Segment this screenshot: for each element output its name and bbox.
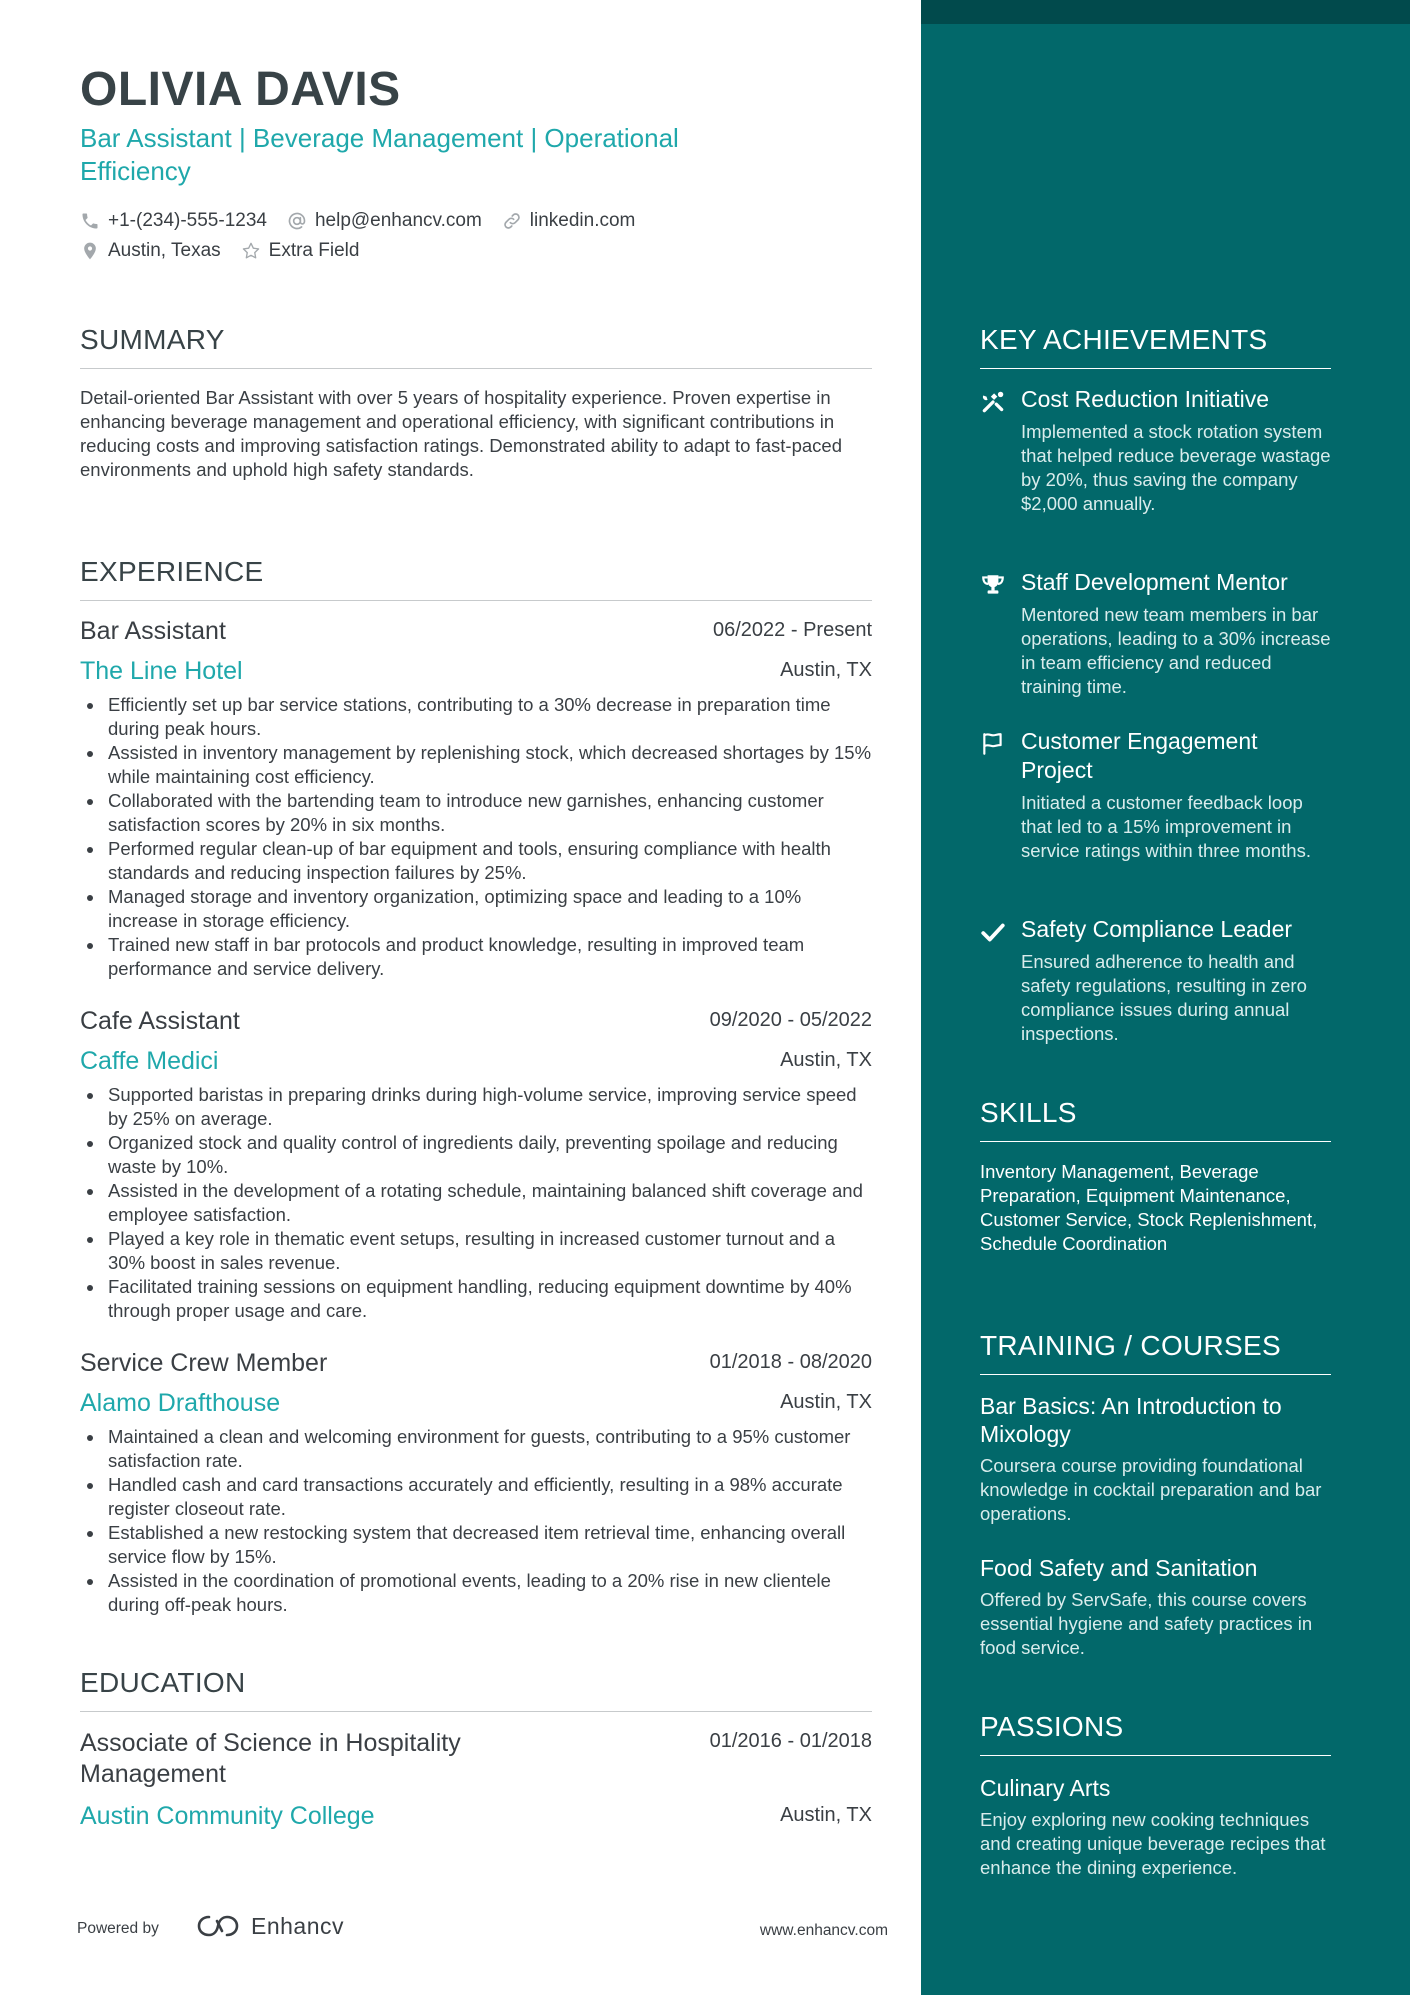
experience-heading: EXPERIENCE xyxy=(80,556,872,601)
brand-name: Enhancv xyxy=(251,1912,345,1939)
achievement-item xyxy=(980,568,1331,699)
flag-icon xyxy=(980,731,1006,757)
course-item xyxy=(980,1392,1331,1526)
summary-heading: SUMMARY xyxy=(80,324,872,369)
job-bullets xyxy=(80,1083,872,1323)
job-company: Alamo Drafthouse xyxy=(80,1389,281,1417)
job-company: The Line Hotel xyxy=(80,657,243,685)
job-bullet: Assisted in the coordination of promotional events, leading to a 20% rise in new clientele during off-peak hours. xyxy=(80,1569,872,1617)
job-bullet: Managed storage and inventory organization, optimizing space and leading to a 10% increase in storage efficiency. xyxy=(80,885,872,933)
training-heading: TRAINING / COURSES xyxy=(980,1330,1331,1375)
sidebar-top-band xyxy=(921,0,1410,24)
edu-degree: Associate of Science in Hospitality Management xyxy=(80,1729,461,1788)
job-location: Austin, TX xyxy=(780,1391,872,1413)
location-text: Austin, Texas xyxy=(108,240,221,261)
achievement-title: Staff Development Mentor xyxy=(1021,569,1288,595)
job-bullet: Supported baristas in preparing drinks during high-volume service, improving service speed by 25% on average. xyxy=(80,1083,872,1131)
site-link[interactable]: www.enhancv.com xyxy=(759,1922,888,1939)
footer xyxy=(77,1910,888,1950)
course-item xyxy=(980,1554,1331,1660)
passions-heading: PASSIONS xyxy=(980,1711,1331,1756)
achievement-desc: Implemented a stock rotation system that helped reduce beverage wastage by 20%, thus saving the company $2,000 annually. xyxy=(1021,421,1331,514)
achievement-desc: Initiated a customer feedback loop that led to a 15% improvement in service ratings within three months. xyxy=(1021,792,1311,861)
achievement-item xyxy=(980,727,1331,863)
job-company: Caffe Medici xyxy=(80,1047,219,1075)
job-bullet: Facilitated training sessions on equipment handling, reducing equipment downtime by 40% through proper usage and care. xyxy=(80,1275,872,1323)
job-bullet: Established a new restocking system that decreased item retrieval time, enhancing overall service flow by 15%. xyxy=(80,1521,872,1569)
course-desc: Offered by ServSafe, this course covers essential hygiene and safety practices in food service. xyxy=(980,1589,1313,1658)
location-pin-icon xyxy=(80,241,100,261)
at-icon xyxy=(287,211,307,231)
contact-location xyxy=(80,240,221,262)
job-entry xyxy=(80,1007,872,1323)
edu-location: Austin, TX xyxy=(780,1804,872,1826)
contact-email[interactable] xyxy=(287,210,482,232)
education-heading: EDUCATION xyxy=(80,1667,872,1712)
job-bullet: Handled cash and card transactions accurately and efficiently, resulting in a 98% accurate register closeout rate. xyxy=(80,1473,872,1521)
achievement-desc: Mentored new team members in bar operations, leading to a 30% increase in team efficiency and reduced training time. xyxy=(1021,604,1331,697)
achievement-title: Safety Compliance Leader xyxy=(1021,916,1293,942)
headline: Bar Assistant | Beverage Management | Operational Efficiency xyxy=(80,123,679,186)
job-bullet: Collaborated with the bartending team to introduce new garnishes, enhancing customer satisfaction scores by 20% in six months. xyxy=(80,789,872,837)
link-text: linkedin.com xyxy=(529,210,636,231)
passion-desc: Enjoy exploring new cooking techniques and creating unique beverage recipes that enhance the dining experience. xyxy=(980,1809,1326,1878)
trophy-icon xyxy=(980,572,1006,598)
extra-text: Extra Field xyxy=(268,240,360,261)
enhancv-logo-icon xyxy=(195,1912,241,1940)
job-bullet: Organized stock and quality control of ingredients daily, preventing spoilage and reducing waste by 10%. xyxy=(80,1131,872,1179)
course-title: Food Safety and Sanitation xyxy=(980,1555,1258,1581)
contact-extra xyxy=(241,240,360,262)
sidebar xyxy=(921,0,1410,1995)
achievement-title: Cost Reduction Initiative xyxy=(1021,386,1270,412)
powered-by-label: Powered by xyxy=(77,1920,159,1937)
job-entry xyxy=(80,617,872,981)
job-title: Bar Assistant xyxy=(80,617,226,645)
job-bullet: Assisted in inventory management by replenishing stock, which decreased shortages by 15% while maintaining cost efficiency. xyxy=(80,741,872,789)
contact-info xyxy=(80,206,840,266)
phone-text: +1-(234)-555-1234 xyxy=(108,210,267,231)
skills-heading: SKILLS xyxy=(980,1097,1331,1142)
job-dates: 09/2020 - 05/2022 xyxy=(709,1009,872,1031)
link-icon xyxy=(502,211,522,231)
summary-text: Detail-oriented Bar Assistant with over 5 years of hospitality experience. Proven expertise in enhancing beverage management and operational efficiency, with significant contributions in reducing costs and improving satisfaction ratings. Demonstrated ability to adapt to fast-paced environments and uphold high safety standards. xyxy=(80,387,842,480)
email-text: help@enhancv.com xyxy=(314,210,482,231)
job-location: Austin, TX xyxy=(780,1049,872,1071)
contact-phone[interactable] xyxy=(80,210,267,232)
candidate-name: OLIVIA DAVIS xyxy=(80,63,401,116)
job-bullet: Performed regular clean-up of bar equipment and tools, ensuring compliance with health standards and reducing inspection failures by 25%. xyxy=(80,837,872,885)
brand-logo[interactable] xyxy=(195,1912,344,1940)
job-bullet: Assisted in the development of a rotating schedule, maintaining balanced shift coverage and employee satisfaction. xyxy=(80,1179,872,1227)
job-dates: 01/2018 - 08/2020 xyxy=(709,1351,872,1373)
star-icon xyxy=(241,241,261,261)
passion-title: Culinary Arts xyxy=(980,1775,1111,1801)
edu-school: Austin Community College xyxy=(80,1802,375,1830)
job-bullet: Maintained a clean and welcoming environment for guests, contributing to a 95% customer satisfaction rate. xyxy=(80,1425,872,1473)
achievement-item xyxy=(980,385,1331,516)
job-location: Austin, TX xyxy=(780,659,872,681)
course-desc: Coursera course providing foundational knowledge in cocktail preparation and bar operations. xyxy=(980,1455,1322,1524)
job-entry xyxy=(80,1349,872,1617)
achievement-title: Customer Engagement Project xyxy=(1021,728,1258,783)
check-icon xyxy=(980,919,1006,945)
job-dates: 06/2022 - Present xyxy=(713,619,872,641)
contact-link[interactable] xyxy=(502,210,636,232)
achievements-heading: KEY ACHIEVEMENTS xyxy=(980,324,1331,369)
passion-item xyxy=(980,1774,1331,1880)
job-bullets xyxy=(80,693,872,981)
achievement-item xyxy=(980,915,1331,1046)
job-title: Service Crew Member xyxy=(80,1349,328,1377)
job-bullets xyxy=(80,1425,872,1617)
edu-dates: 01/2016 - 01/2018 xyxy=(709,1730,872,1752)
job-bullet: Efficiently set up bar service stations, contributing to a 30% decrease in preparation time during peak hours. xyxy=(80,693,872,741)
skills-text: Inventory Management, Beverage Preparation, Equipment Maintenance, Customer Service, Stock Replenishment, Schedule Coordination xyxy=(980,1161,1318,1254)
phone-icon xyxy=(80,211,100,231)
job-title: Cafe Assistant xyxy=(80,1007,240,1035)
job-bullet: Played a key role in thematic event setups, resulting in increased customer turnout and a 30% boost in sales revenue. xyxy=(80,1227,872,1275)
job-bullet: Trained new staff in bar protocols and product knowledge, resulting in improved team performance and service delivery. xyxy=(80,933,872,981)
course-title: Bar Basics: An Introduction to Mixology xyxy=(980,1393,1282,1447)
achievement-desc: Ensured adherence to health and safety regulations, resulting in zero compliance issues during annual inspections. xyxy=(1021,951,1307,1044)
tools-icon xyxy=(980,389,1006,415)
